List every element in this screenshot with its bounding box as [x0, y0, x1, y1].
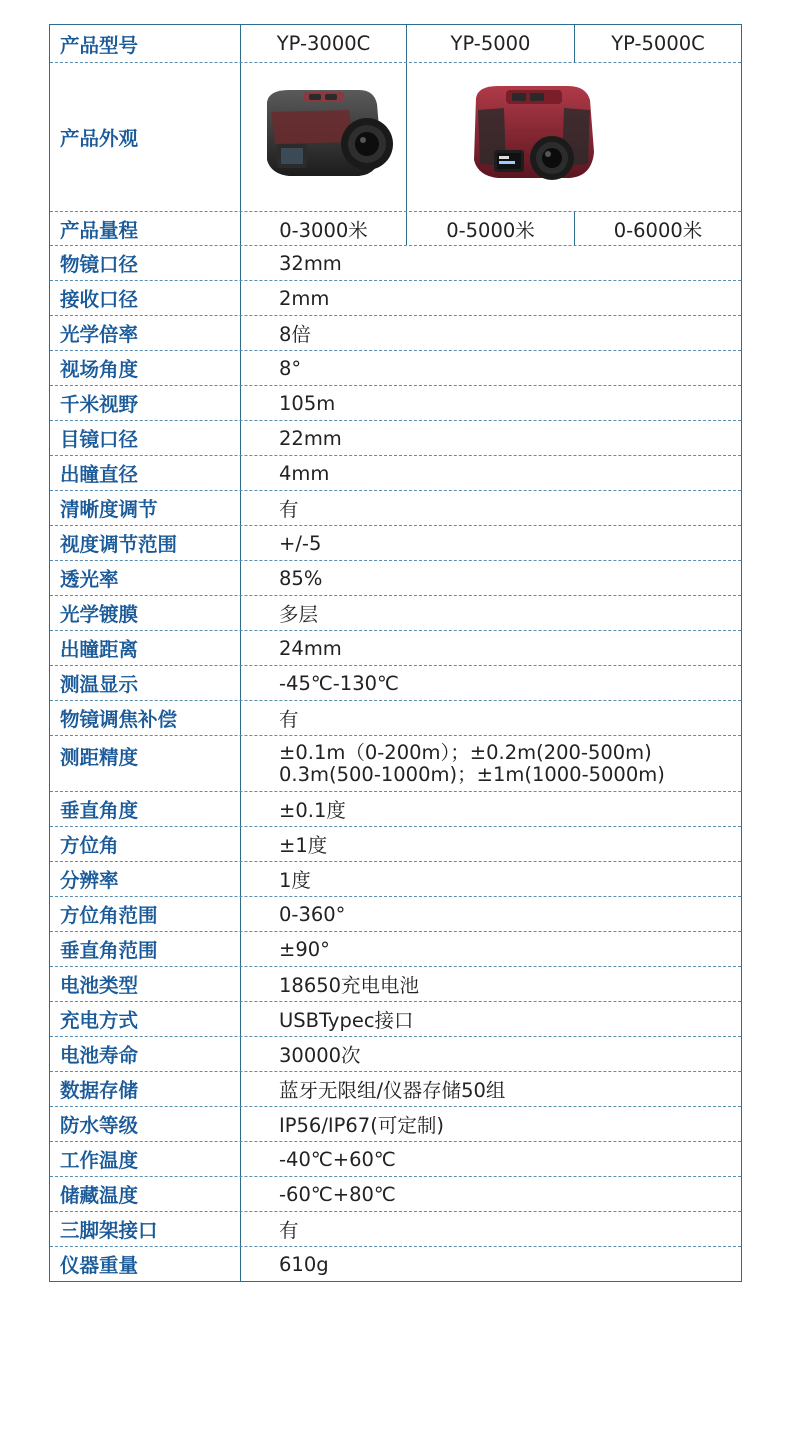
device-image-red: [407, 63, 741, 211]
spec-value: 85%: [279, 566, 323, 590]
spec-value: 有: [279, 708, 299, 731]
spec-value: 30000次: [279, 1044, 361, 1067]
spec-value: 有: [279, 1219, 299, 1242]
spec-row: [50, 315, 741, 350]
range-yp3000c: 0-3000米: [241, 212, 407, 245]
spec-row: [50, 490, 741, 525]
spec-row: [50, 791, 741, 826]
spec-label: 储藏温度: [50, 1177, 241, 1211]
spec-value: -60℃+80℃: [279, 1182, 396, 1206]
device-image-dark: [241, 63, 407, 211]
spec-label: 光学镀膜: [50, 596, 241, 630]
spec-row: [50, 385, 741, 420]
spec-label: 充电方式: [50, 1002, 241, 1036]
spec-label: 接收口径: [50, 281, 241, 315]
spec-label: 物镜口径: [50, 246, 241, 280]
spec-row: [50, 1036, 741, 1071]
spec-label: 方位角范围: [50, 897, 241, 931]
spec-value: ±0.1度: [279, 799, 346, 822]
spec-row: [50, 1176, 741, 1211]
spec-value: 8°: [279, 356, 302, 380]
spec-row: [50, 630, 741, 665]
spec-value: ±1度: [279, 834, 328, 857]
spec-label: 电池寿命: [50, 1037, 241, 1071]
spec-row: [50, 966, 741, 1001]
spec-row: [50, 525, 741, 560]
spec-value: USBTypec接口: [279, 1009, 414, 1032]
spec-label: 仪器重量: [50, 1247, 241, 1281]
model-yp5000c: YP-5000C: [611, 32, 705, 55]
accuracy-row: [50, 735, 741, 791]
spec-label: 垂直角范围: [50, 932, 241, 966]
spec-label: 三脚架接口: [50, 1212, 241, 1246]
spec-value: ±90°: [279, 937, 330, 961]
spec-row: [50, 826, 741, 861]
accuracy-line-1: ±0.1m（0-200m）；±0.2m(200-500m): [279, 740, 652, 764]
spec-value: IP56/IP67(可定制): [279, 1114, 444, 1137]
spec-row: [50, 1211, 741, 1246]
spec-row: [50, 700, 741, 735]
spec-row: [50, 1246, 741, 1281]
range-label: 产品量程: [50, 212, 241, 245]
spec-label: 电池类型: [50, 967, 241, 1001]
spec-label: 工作温度: [50, 1142, 241, 1176]
spec-label: 目镜口径: [50, 421, 241, 455]
spec-label: 光学倍率: [50, 316, 241, 350]
spec-row: [50, 595, 741, 630]
spec-label: 物镜调焦补偿: [50, 701, 241, 735]
spec-row: [50, 931, 741, 966]
spec-value: 4mm: [279, 461, 330, 485]
range-yp5000c: 0-6000米: [613, 218, 703, 242]
spec-label: 透光率: [50, 561, 241, 595]
spec-label: 出瞳直径: [50, 456, 241, 490]
spec-value: 8倍: [279, 323, 311, 346]
accuracy-line-2: 0.3m(500-1000m)；±1m(1000-5000m): [279, 762, 665, 786]
appearance-row: [50, 62, 741, 211]
spec-row: [50, 1001, 741, 1036]
range-yp5000: 0-5000米: [407, 212, 575, 245]
spec-label: 视场角度: [50, 351, 241, 385]
spec-row: [50, 665, 741, 700]
spec-row: [50, 896, 741, 931]
spec-row: [50, 245, 741, 280]
spec-value: -45℃-130℃: [279, 671, 399, 695]
spec-row: [50, 420, 741, 455]
spec-label: 清晰度调节: [50, 491, 241, 525]
spec-value: 105m: [279, 391, 336, 415]
spec-value: 18650充电电池: [279, 974, 420, 997]
accuracy-label: 测距精度: [50, 736, 241, 791]
spec-row: [50, 1106, 741, 1141]
spec-row: [50, 1071, 741, 1106]
spec-label: 测温显示: [50, 666, 241, 700]
appearance-label: 产品外观: [50, 63, 241, 211]
spec-value: 2mm: [279, 286, 330, 310]
spec-label: 千米视野: [50, 386, 241, 420]
model-label: 产品型号: [50, 25, 241, 62]
spec-label: 防水等级: [50, 1107, 241, 1141]
spec-row: [50, 861, 741, 896]
spec-value: 多层: [279, 603, 319, 626]
spec-label: 方位角: [50, 827, 241, 861]
model-row: [50, 25, 741, 62]
spec-label: 垂直角度: [50, 792, 241, 826]
range-row: [50, 211, 741, 245]
spec-value: 0-360°: [279, 902, 346, 926]
spec-row: [50, 1141, 741, 1176]
model-yp5000: YP-5000: [407, 25, 575, 62]
spec-value: 有: [279, 498, 299, 521]
spec-value: 32mm: [279, 251, 342, 275]
spec-value: +/-5: [279, 531, 322, 555]
model-yp3000c: YP-3000C: [241, 25, 407, 62]
spec-table: [49, 24, 742, 1282]
spec-label: 数据存储: [50, 1072, 241, 1106]
spec-row: [50, 350, 741, 385]
spec-row: [50, 560, 741, 595]
spec-label: 出瞳距离: [50, 631, 241, 665]
spec-value: 22mm: [279, 426, 342, 450]
spec-row: [50, 455, 741, 490]
spec-value: 610g: [279, 1252, 329, 1276]
spec-label: 视度调节范围: [50, 526, 241, 560]
spec-value: 1度: [279, 869, 311, 892]
accuracy-value: [241, 736, 741, 791]
spec-value: 24mm: [279, 636, 342, 660]
spec-value: 蓝牙无限组/仪器存储50组: [279, 1079, 506, 1102]
spec-row: [50, 280, 741, 315]
spec-value: -40℃+60℃: [279, 1147, 396, 1171]
spec-label: 分辨率: [50, 862, 241, 896]
